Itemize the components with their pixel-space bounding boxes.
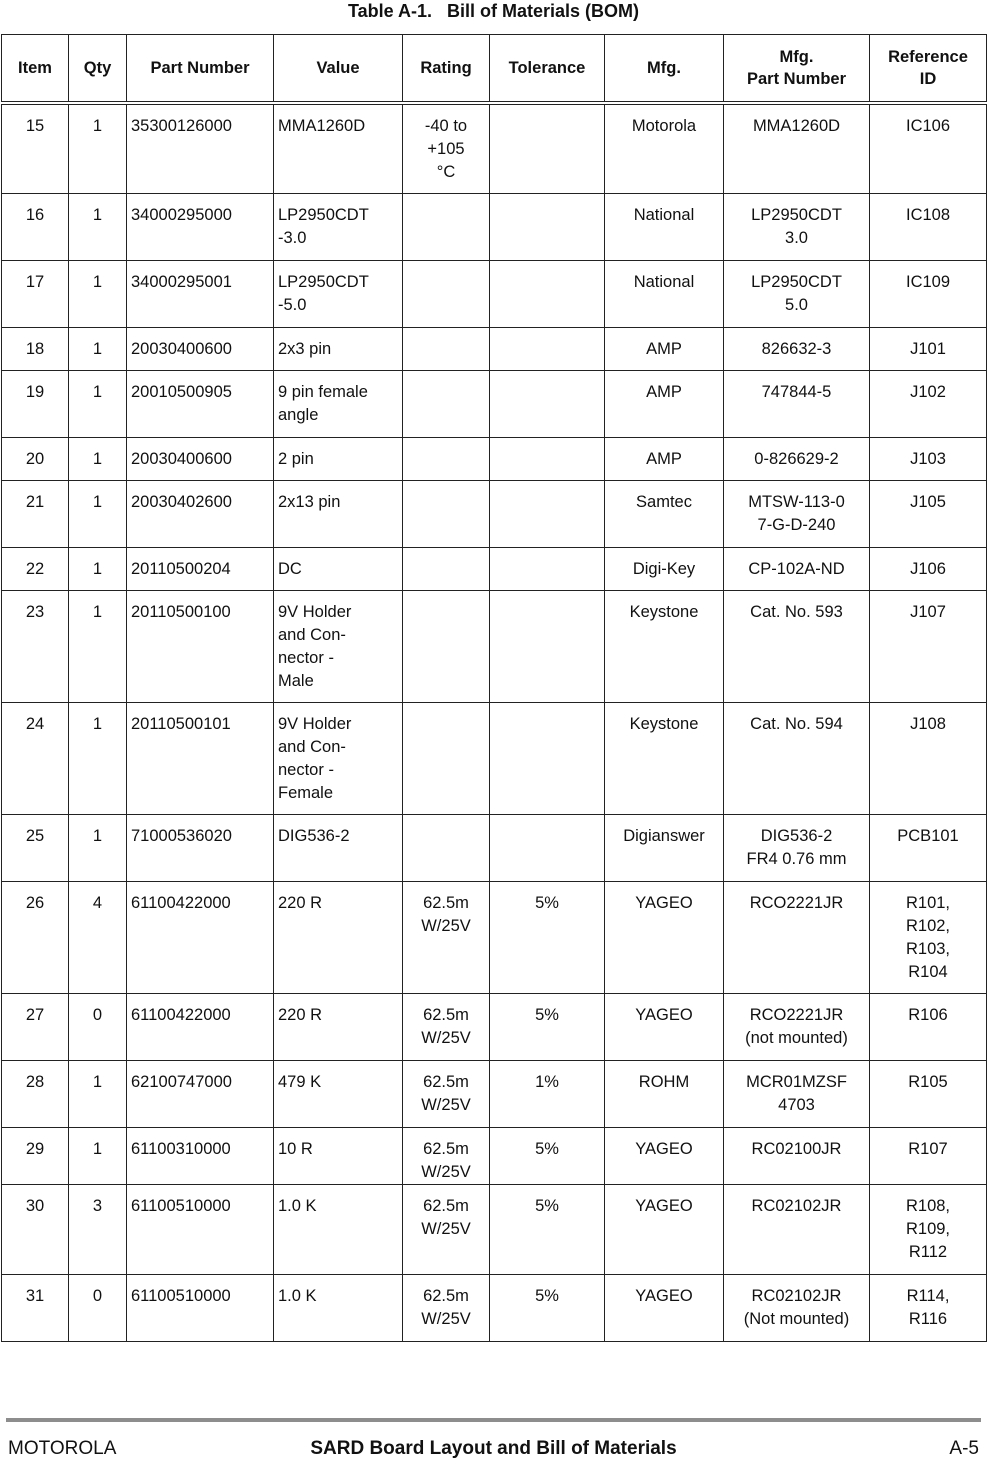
table-body: [2, 103, 987, 1341]
cell-part-number: 34000295001: [127, 260, 274, 327]
cell-mfg-part-number: LP2950CDT 3.0: [724, 193, 870, 260]
cell-part-number: 20030400600: [127, 327, 274, 370]
cell-part-number: 20030402600: [127, 480, 274, 547]
cell-qty: 1: [69, 370, 127, 437]
cell-value: 2x3 pin: [274, 327, 403, 370]
cell-reference-id: J105: [870, 480, 987, 547]
cell-mfg-part-number: MCR01MZSF 4703: [724, 1060, 870, 1127]
cell-part-number: 61100422000: [127, 993, 274, 1060]
cell-part-number: 20110500204: [127, 547, 274, 590]
cell-mfg-part-number: MTSW-113-0 7-G-D-240: [724, 480, 870, 547]
cell-mfg-part-number: LP2950CDT 5.0: [724, 260, 870, 327]
cell-part-number: 61100510000: [127, 1184, 274, 1274]
cell-item: 30: [2, 1184, 69, 1274]
table-row: [2, 327, 987, 370]
cell-mfg: Motorola: [605, 103, 724, 193]
cell-qty: 1: [69, 327, 127, 370]
cell-tolerance: [490, 193, 605, 260]
cell-tolerance: 5%: [490, 1184, 605, 1274]
cell-reference-id: R106: [870, 993, 987, 1060]
cell-mfg: YAGEO: [605, 881, 724, 993]
cell-mfg-part-number: RCO2221JR (not mounted): [724, 993, 870, 1060]
col-header-part-number: Part Number: [127, 35, 274, 104]
cell-value: 9 pin female angle: [274, 370, 403, 437]
cell-value: 220 R: [274, 993, 403, 1060]
cell-rating: [403, 193, 490, 260]
cell-tolerance: 1%: [490, 1060, 605, 1127]
cell-tolerance: 5%: [490, 881, 605, 993]
cell-value: LP2950CDT -3.0: [274, 193, 403, 260]
cell-mfg: National: [605, 260, 724, 327]
col-header-tolerance: Tolerance: [490, 35, 605, 104]
cell-rating: [403, 437, 490, 480]
cell-rating: 62.5m W/25V: [403, 1127, 490, 1184]
cell-mfg-part-number: RC02102JR: [724, 1184, 870, 1274]
table-header-row: [2, 35, 987, 104]
cell-qty: 1: [69, 1127, 127, 1184]
cell-reference-id: R108, R109, R112: [870, 1184, 987, 1274]
cell-rating: 62.5m W/25V: [403, 1184, 490, 1274]
cell-value: 2 pin: [274, 437, 403, 480]
col-header-mfg-part-number: Mfg. Part Number: [724, 35, 870, 104]
cell-mfg: YAGEO: [605, 1184, 724, 1274]
cell-item: 31: [2, 1274, 69, 1341]
cell-mfg: AMP: [605, 327, 724, 370]
cell-qty: 1: [69, 814, 127, 881]
cell-rating: [403, 370, 490, 437]
cell-qty: 0: [69, 1274, 127, 1341]
cell-mfg: National: [605, 193, 724, 260]
cell-mfg-part-number: RC02100JR: [724, 1127, 870, 1184]
cell-item: 22: [2, 547, 69, 590]
cell-value: 479 K: [274, 1060, 403, 1127]
cell-tolerance: [490, 547, 605, 590]
footer-company: MOTOROLA: [8, 1438, 117, 1459]
col-header-qty: Qty: [69, 35, 127, 104]
cell-value: LP2950CDT -5.0: [274, 260, 403, 327]
cell-mfg: Keystone: [605, 590, 724, 702]
cell-rating: 62.5m W/25V: [403, 993, 490, 1060]
cell-tolerance: [490, 437, 605, 480]
cell-item: 29: [2, 1127, 69, 1184]
cell-mfg: YAGEO: [605, 993, 724, 1060]
cell-reference-id: IC108: [870, 193, 987, 260]
cell-qty: 1: [69, 193, 127, 260]
cell-value: 1.0 K: [274, 1274, 403, 1341]
cell-part-number: 61100310000: [127, 1127, 274, 1184]
cell-item: 21: [2, 480, 69, 547]
cell-rating: [403, 480, 490, 547]
cell-qty: 1: [69, 260, 127, 327]
cell-mfg-part-number: 826632-3: [724, 327, 870, 370]
cell-value: 10 R: [274, 1127, 403, 1184]
cell-mfg: ROHM: [605, 1060, 724, 1127]
cell-part-number: 62100747000: [127, 1060, 274, 1127]
cell-mfg: Digianswer: [605, 814, 724, 881]
cell-item: 15: [2, 103, 69, 193]
cell-mfg-part-number: RCO2221JR: [724, 881, 870, 993]
cell-reference-id: R101, R102, R103, R104: [870, 881, 987, 993]
cell-mfg: Samtec: [605, 480, 724, 547]
table-row: [2, 480, 987, 547]
cell-tolerance: [490, 327, 605, 370]
cell-item: 28: [2, 1060, 69, 1127]
table-row: [2, 547, 987, 590]
cell-item: 20: [2, 437, 69, 480]
cell-part-number: 20110500100: [127, 590, 274, 702]
col-header-value: Value: [274, 35, 403, 104]
cell-tolerance: [490, 814, 605, 881]
cell-mfg-part-number: 0-826629-2: [724, 437, 870, 480]
cell-part-number: 34000295000: [127, 193, 274, 260]
cell-reference-id: J108: [870, 702, 987, 814]
cell-part-number: 20030400600: [127, 437, 274, 480]
cell-qty: 3: [69, 1184, 127, 1274]
cell-value: 1.0 K: [274, 1184, 403, 1274]
cell-qty: 1: [69, 1060, 127, 1127]
cell-rating: [403, 260, 490, 327]
cell-part-number: 61100422000: [127, 881, 274, 993]
cell-rating: [403, 702, 490, 814]
table-row: [2, 993, 987, 1060]
cell-reference-id: J106: [870, 547, 987, 590]
cell-qty: 1: [69, 480, 127, 547]
cell-item: 16: [2, 193, 69, 260]
table-row: [2, 590, 987, 702]
table-row: [2, 1184, 987, 1274]
table-row: [2, 814, 987, 881]
cell-item: 26: [2, 881, 69, 993]
cell-rating: 62.5m W/25V: [403, 1060, 490, 1127]
cell-qty: 4: [69, 881, 127, 993]
cell-qty: 1: [69, 437, 127, 480]
table-row: [2, 103, 987, 193]
table-row: [2, 370, 987, 437]
cell-rating: [403, 590, 490, 702]
cell-part-number: 61100510000: [127, 1274, 274, 1341]
cell-reference-id: J101: [870, 327, 987, 370]
footer-section-title: SARD Board Layout and Bill of Materials: [310, 1438, 677, 1459]
cell-reference-id: PCB101: [870, 814, 987, 881]
cell-reference-id: R107: [870, 1127, 987, 1184]
cell-mfg-part-number: MMA1260D: [724, 103, 870, 193]
cell-rating: [403, 327, 490, 370]
cell-value: 2x13 pin: [274, 480, 403, 547]
cell-value: MMA1260D: [274, 103, 403, 193]
cell-mfg-part-number: RC02102JR (Not mounted): [724, 1274, 870, 1341]
table-row: [2, 260, 987, 327]
cell-tolerance: [490, 260, 605, 327]
cell-rating: 62.5m W/25V: [403, 1274, 490, 1341]
cell-mfg-part-number: Cat. No. 594: [724, 702, 870, 814]
table-row: [2, 1060, 987, 1127]
col-header-mfg: Mfg.: [605, 35, 724, 104]
cell-mfg-part-number: Cat. No. 593: [724, 590, 870, 702]
cell-part-number: 71000536020: [127, 814, 274, 881]
cell-part-number: 20010500905: [127, 370, 274, 437]
cell-item: 24: [2, 702, 69, 814]
cell-mfg: AMP: [605, 437, 724, 480]
bom-table: [1, 34, 987, 1342]
cell-item: 23: [2, 590, 69, 702]
cell-reference-id: J107: [870, 590, 987, 702]
cell-mfg: AMP: [605, 370, 724, 437]
cell-reference-id: J102: [870, 370, 987, 437]
cell-mfg: YAGEO: [605, 1274, 724, 1341]
table-row: [2, 881, 987, 993]
cell-reference-id: J103: [870, 437, 987, 480]
cell-qty: 1: [69, 702, 127, 814]
cell-tolerance: [490, 702, 605, 814]
col-header-rating: Rating: [403, 35, 490, 104]
cell-tolerance: [490, 590, 605, 702]
col-header-item: Item: [2, 35, 69, 104]
cell-tolerance: 5%: [490, 993, 605, 1060]
col-header-reference-id: Reference ID: [870, 35, 987, 104]
table-row: [2, 1127, 987, 1184]
cell-rating: [403, 547, 490, 590]
cell-qty: 1: [69, 103, 127, 193]
cell-tolerance: [490, 103, 605, 193]
cell-item: 19: [2, 370, 69, 437]
cell-mfg: YAGEO: [605, 1127, 724, 1184]
cell-rating: 62.5m W/25V: [403, 881, 490, 993]
cell-reference-id: R114, R116: [870, 1274, 987, 1341]
cell-mfg-part-number: CP-102A-ND: [724, 547, 870, 590]
cell-tolerance: 5%: [490, 1274, 605, 1341]
cell-part-number: 20110500101: [127, 702, 274, 814]
cell-tolerance: [490, 370, 605, 437]
cell-qty: 1: [69, 590, 127, 702]
cell-item: 25: [2, 814, 69, 881]
footer-divider: [6, 1418, 981, 1422]
cell-qty: 0: [69, 993, 127, 1060]
table-row: [2, 437, 987, 480]
cell-reference-id: IC109: [870, 260, 987, 327]
cell-value: 220 R: [274, 881, 403, 993]
cell-mfg-part-number: DIG536-2 FR4 0.76 mm: [724, 814, 870, 881]
cell-value: DC: [274, 547, 403, 590]
table-row: [2, 1274, 987, 1341]
cell-mfg: Keystone: [605, 702, 724, 814]
table-title: Table A-1. Bill of Materials (BOM): [347, 1, 640, 21]
cell-part-number: 35300126000: [127, 103, 274, 193]
cell-value: 9V Holder and Con- nector - Male: [274, 590, 403, 702]
cell-mfg-part-number: 747844-5: [724, 370, 870, 437]
cell-value: 9V Holder and Con- nector - Female: [274, 702, 403, 814]
table-row: [2, 702, 987, 814]
cell-item: 17: [2, 260, 69, 327]
cell-reference-id: R105: [870, 1060, 987, 1127]
table-row: [2, 193, 987, 260]
cell-item: 18: [2, 327, 69, 370]
cell-item: 27: [2, 993, 69, 1060]
cell-value: DIG536-2: [274, 814, 403, 881]
footer-page-number: A-5: [949, 1438, 979, 1459]
cell-reference-id: IC106: [870, 103, 987, 193]
cell-rating: -40 to +105 °C: [403, 103, 490, 193]
cell-qty: 1: [69, 547, 127, 590]
cell-mfg: Digi-Key: [605, 547, 724, 590]
cell-tolerance: [490, 480, 605, 547]
cell-tolerance: 5%: [490, 1127, 605, 1184]
cell-rating: [403, 814, 490, 881]
